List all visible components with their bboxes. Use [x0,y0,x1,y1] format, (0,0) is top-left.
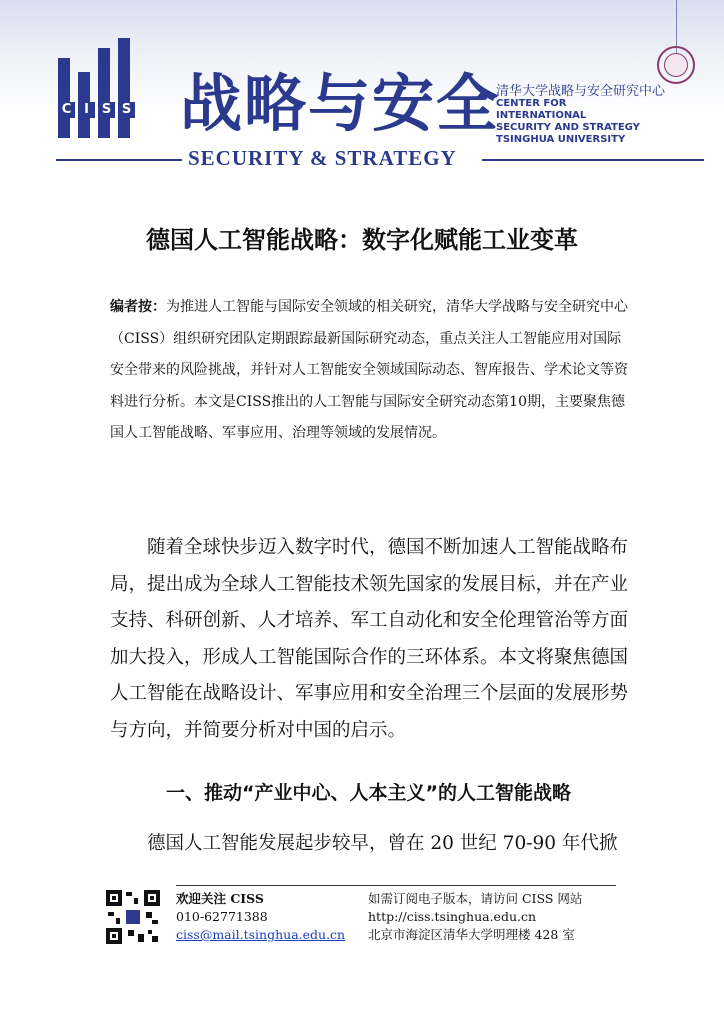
body-paragraph-1: 随着全球快步迈入数字时代，德国不断加速人工智能战略布局，提出成为全球人工智能技术领先国家的发展目标，并在产业支持、科研创新、人才培养、军工自动化和安全伦理管治等方面加大投入，形成人工智能国际合作的三环体系。本文将聚焦德国人工智能在战略设计、军事应用和安全治理三个层面的发展形势与方向，并简要分析对中国的启示。 [110,537,629,741]
publication-title-en: SECURITY & STRATEGY [188,146,457,170]
header-rule-right [482,159,704,161]
footer-address: 北京市海淀区清华大学明理楼 428 室 [368,927,575,942]
footer-website[interactable]: http://ciss.tsinghua.edu.cn [368,909,537,924]
footer-divider [176,885,616,886]
footer-email-link[interactable]: ciss@mail.tsinghua.edu.cn [176,927,346,942]
footer-follow-label: 欢迎关注 CISS [176,891,264,906]
footer-contact [176,890,345,944]
org-name-cn: 清华大学战略与安全研究中心 [496,84,666,99]
header-rule-left [56,159,182,161]
section-heading-1: 一、推动“产业中心、人本主义”的人工智能战略 [166,782,571,804]
editor-note-text: 为推进人工智能与国际安全领域的相关研究，清华大学战略与安全研究中心（CISS）组织研究团队定期跟踪最新国际研究动态，重点关注人工智能应用对国际安全带来的风险挑战，并针对人工智能安全领域国际动态、智库报告、学术论文等资料进行分析。本文是CISS推出的人工智能与国际安全研究动态第10期，主要聚焦德国人工智能战略、军事应用、治理等领域的发展情况。 [110,299,628,441]
tsinghua-seal-icon [657,46,695,84]
org-name-en: CENTER FOR INTERNATIONAL SECURITY AND STRATEGY TSINGHUA UNIVERSITY [496,98,640,145]
qr-code-icon [106,890,160,944]
editor-note-label: 编者按： [110,299,166,315]
footer-info [368,890,582,944]
body-paragraph-2: 德国人工智能发展起步较早，曾在 20 世纪 70-90 年代掀 [147,833,618,854]
footer-subscribe-text: 如需订阅电子版本，请访问 CISS 网站 [368,891,583,906]
footer-phone: 010-62771388 [176,909,268,924]
editor-note [110,292,630,450]
publication-title-cn: 战略与安全 [180,67,501,140]
ciss-logo [56,38,140,138]
article-title: 德国人工智能战略：数字化赋能工业变革 [146,226,578,254]
ciss-logo-letters: C I S S [58,102,138,118]
